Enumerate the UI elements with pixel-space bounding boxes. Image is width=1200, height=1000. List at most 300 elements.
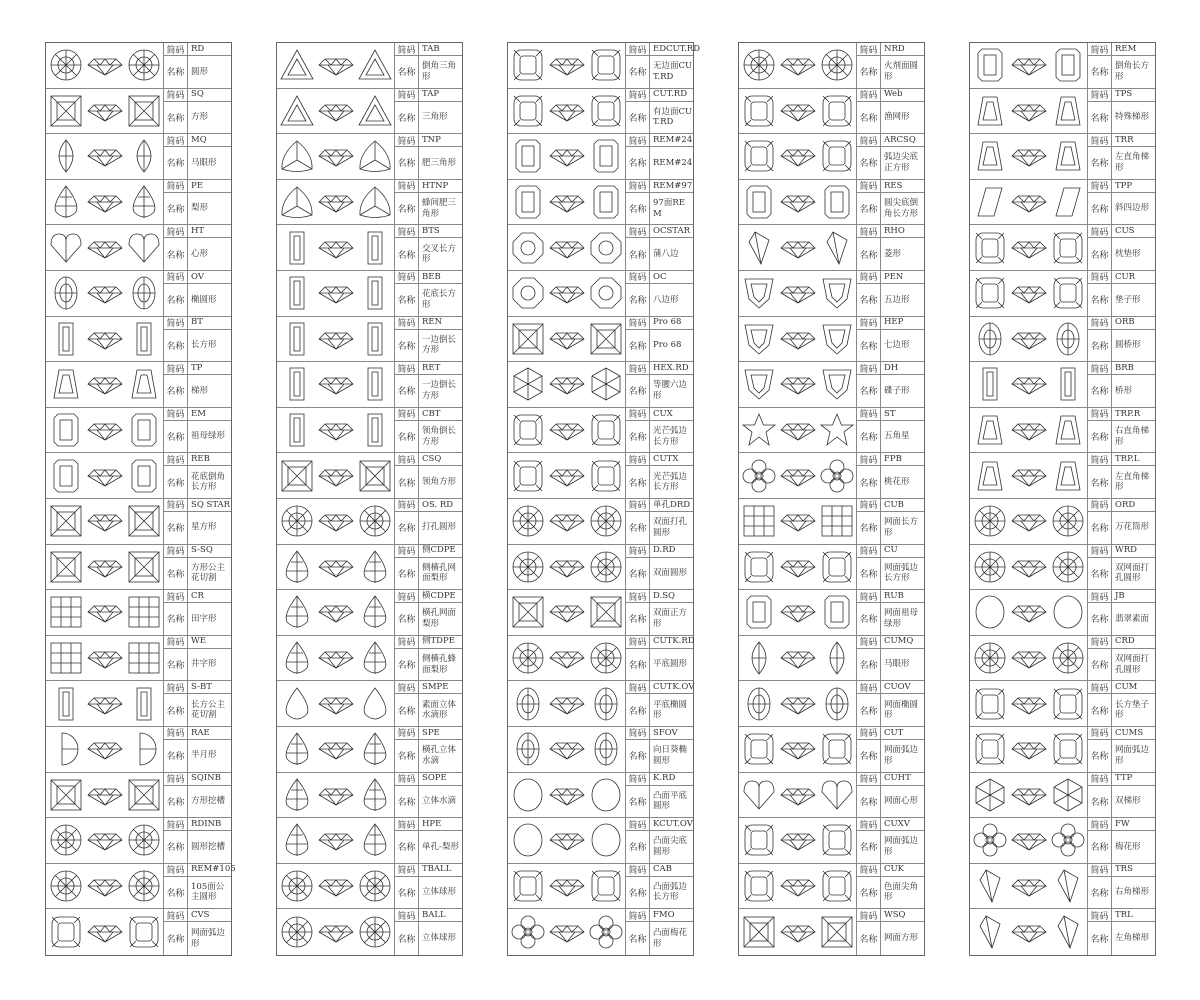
name-value: 左直角梯形 [1115,471,1150,493]
oval-shape-icon [970,317,1088,362]
code-row [626,818,693,831]
round-shape-icon [739,43,857,88]
square-shape-icon [739,909,857,955]
code-value: Web [884,89,903,100]
trapezoid-shape-icon [970,89,1088,134]
name-row [395,193,462,225]
code-row [164,681,231,694]
shape-entry [970,225,1155,271]
code-label: 简码 [626,408,650,420]
name-value: 凸面平底圆形 [653,790,688,812]
name-value: 桥形 [1115,385,1133,396]
code-row [857,362,924,375]
shape-entry [46,453,231,499]
shape-info [857,362,924,407]
name-value: 梅花形 [1115,841,1141,852]
name-label: 名称 [1088,193,1112,225]
shape-entry [970,681,1155,727]
name-value: 肥三角形 [422,157,457,168]
code-row [395,408,462,421]
name-label: 名称 [164,193,188,225]
name-row [164,512,231,544]
name-value: 立体球形 [422,887,457,898]
code-value: FPB [884,454,902,465]
name-value: 长方公主花切割 [191,699,226,721]
shape-entry [970,636,1155,682]
square-star-shape-icon [46,545,164,590]
code-row [626,681,693,694]
name-row [395,694,462,726]
name-row [1088,649,1155,681]
shape-info [164,499,231,544]
shape-info [857,134,924,179]
code-row [626,180,693,193]
shape-info [164,43,231,88]
code-value: RET [422,362,441,373]
shape-column-1 [45,42,236,956]
shape-entry [46,225,231,271]
name-label: 名称 [857,877,881,909]
code-label: 简码 [1088,43,1112,55]
shape-info [395,909,462,955]
name-value: 圆桥形 [1115,340,1141,351]
shape-entry [739,590,924,636]
baguette-shape-icon [277,408,395,453]
code-value: 侧CDPE [422,545,456,556]
name-row [626,147,693,179]
name-row [395,603,462,635]
shape-entry [739,909,924,955]
code-row [395,453,462,466]
shape-entry [739,773,924,819]
name-label: 名称 [1088,558,1112,590]
code-label: 简码 [1088,180,1112,192]
name-row [626,649,693,681]
square-star-shape-icon [46,499,164,544]
shape-info [164,773,231,818]
shape-info [395,362,462,407]
shape-entry [46,545,231,591]
name-row [626,877,693,909]
shape-info [395,590,462,635]
half-moon-shape-icon [46,727,164,772]
name-label: 名称 [626,694,650,726]
name-row [626,831,693,863]
code-label: 简码 [1088,362,1112,374]
name-row [1088,831,1155,863]
code-label: 简码 [626,180,650,192]
code-label: 简码 [395,453,419,465]
emerald-shape-icon [739,180,857,225]
name-value: 立体球形 [422,933,457,944]
shape-info [626,180,693,225]
code-row [1088,362,1155,375]
code-row [164,636,231,649]
octagon-shape-icon [508,271,626,316]
code-value: CUX [653,408,673,419]
code-row [164,818,231,831]
pear-shape-icon [277,636,395,681]
name-value: 田字形 [191,613,217,624]
code-row [164,590,231,603]
code-value: WSQ [884,910,906,921]
shape-entry [739,89,924,135]
code-row [857,89,924,102]
name-label: 名称 [164,466,188,498]
shape-info [164,909,231,955]
shape-info [395,864,462,909]
name-value: 侧横孔蜂面梨形 [422,654,457,675]
name-label: 名称 [1088,238,1112,270]
code-row [164,864,236,877]
code-label: 简码 [1088,681,1112,693]
code-label: 简码 [395,271,419,283]
shape-entry [739,317,924,363]
code-row [1088,453,1155,466]
name-label: 名称 [857,694,881,726]
shape-entry [508,773,693,819]
name-row [857,466,924,498]
name-row [395,102,462,134]
code-label: 简码 [626,818,650,830]
parallelogram-shape-icon [970,180,1088,225]
marquise-shape-icon [739,636,857,681]
code-value: KCUT.OV [653,818,693,829]
name-row [164,922,231,955]
name-value: 侧横孔网面梨形 [422,562,457,584]
shape-info [857,89,924,134]
shape-entry [508,499,693,545]
code-label: 简码 [1088,408,1112,420]
name-value: 梨形 [191,203,209,214]
code-row [1088,545,1155,558]
shape-entry [739,408,924,454]
shape-info [164,89,231,134]
code-row [395,545,462,558]
shape-entry [508,362,693,408]
name-label: 名称 [626,330,650,362]
name-row [164,649,231,681]
code-value: MQ [191,134,207,145]
code-row [395,225,462,238]
name-label: 名称 [626,649,650,681]
code-label: 简码 [164,727,188,739]
name-row [626,375,693,407]
name-value: 祖母绿形 [191,431,226,442]
shape-info [164,271,231,316]
trapezoid-shape-icon [970,408,1088,453]
name-value: 五角星 [884,431,910,442]
name-label: 名称 [857,102,881,134]
code-value: TBALL [422,864,452,875]
code-value: SPE [422,727,440,738]
trapezoid-shape-icon [970,134,1088,179]
code-value: CR [191,590,204,601]
name-value: 星方形 [191,522,217,533]
name-label: 名称 [164,831,188,863]
kite-shape-icon [970,909,1088,955]
code-row [857,180,924,193]
shape-entry [46,681,231,727]
name-row [626,558,693,590]
name-row [395,740,462,772]
name-value: 渔网形 [884,112,910,123]
shape-info [626,545,693,590]
code-label: 简码 [164,818,188,830]
shape-info [626,453,693,498]
shape-info [857,636,924,681]
shape-entry [277,43,462,89]
code-row [395,89,462,102]
shape-info [164,545,231,590]
shape-info [164,180,231,225]
shape-info [857,909,924,955]
code-value: TRL [1115,910,1133,921]
name-row [395,558,462,590]
code-value: CSQ [422,454,442,465]
oval-shape-icon [739,681,857,726]
shape-entry [739,43,924,89]
code-value: CUHT [884,773,911,784]
name-row [1088,284,1155,316]
name-value: 素面立体水滴形 [422,699,457,721]
shape-info [164,681,231,726]
name-label: 名称 [857,558,881,590]
shape-info [1088,43,1155,88]
shape-info [626,134,693,179]
code-label: 简码 [857,362,881,374]
code-value: TPP [1115,180,1133,191]
code-value: NRD [884,43,905,54]
code-row [626,499,693,512]
name-label: 名称 [1088,284,1112,316]
name-label: 名称 [395,512,419,544]
code-value: CUT [884,727,904,738]
name-value: 领角方形 [422,476,457,487]
name-label: 名称 [626,558,650,590]
code-label: 简码 [1088,590,1112,602]
code-value: BALL [422,910,446,921]
name-label: 名称 [395,102,419,134]
shape-info [395,134,462,179]
name-label: 名称 [857,740,881,772]
name-value: 七边形 [884,340,910,351]
name-row [857,375,924,407]
code-label: 简码 [626,89,650,101]
name-value: 心形 [191,248,209,259]
name-value: 花底长方形 [422,289,457,310]
shield-shape-icon [739,362,857,407]
shape-info [626,362,693,407]
name-value: 斜四边形 [1115,203,1150,214]
name-value: 双面圆形 [653,568,688,579]
code-value: REN [422,317,443,328]
name-value: 半月形 [191,750,217,761]
name-label: 名称 [1088,603,1112,635]
code-value: WE [191,636,206,647]
code-label: 简码 [1088,499,1112,511]
shape-entry [46,43,231,89]
name-row [395,284,462,316]
shape-info [164,636,231,681]
code-label: 简码 [626,134,650,146]
name-row [1088,603,1155,635]
code-value: HT [191,226,205,237]
shape-info [857,818,924,863]
code-value: CUXV [884,818,910,829]
name-row [857,56,924,88]
code-label: 简码 [395,681,419,693]
cushion-shape-icon [508,453,626,498]
shape-entry [277,134,462,180]
code-value: D.RD [653,545,676,556]
code-row [857,408,924,421]
shape-entry [970,43,1155,89]
shape-info [395,271,462,316]
name-row [395,330,462,362]
code-row [626,909,693,922]
name-value: 井字形 [191,659,217,670]
name-value: 网面长方形 [884,517,919,538]
shape-entry [46,773,231,819]
baguette-shape-icon [277,362,395,407]
name-row [395,147,462,179]
name-value: 网面弧边形 [1115,745,1150,766]
code-label: 简码 [1088,225,1112,237]
shape-entry [508,453,693,499]
code-label: 简码 [164,180,188,192]
code-row [395,909,462,922]
code-row [164,545,231,558]
code-row [395,317,462,330]
name-label: 名称 [857,421,881,453]
name-label: 名称 [1088,786,1112,818]
name-value: 方形挖槽 [191,796,226,807]
name-row [626,421,693,453]
cushion-shape-icon [739,134,857,179]
code-label: 简码 [857,773,881,785]
code-row [1088,636,1155,649]
code-label: 简码 [857,864,881,876]
code-row [164,89,231,102]
cushion-shape-icon [970,681,1088,726]
name-label: 名称 [164,421,188,453]
shape-info [857,499,924,544]
name-label: 名称 [395,147,419,179]
shape-info [1088,408,1155,453]
shape-entry [277,773,462,819]
shape-entry [46,317,231,363]
cushion-shape-icon [739,89,857,134]
name-value: 双面正方形 [653,608,688,629]
code-label: 简码 [164,864,188,876]
code-label: 简码 [1088,727,1112,739]
code-row [626,89,693,102]
cushion-shape-icon [739,864,857,909]
code-value: BTS [422,226,440,237]
code-value: CUM [1115,682,1138,693]
name-label: 名称 [626,786,650,818]
code-row [1088,317,1155,330]
shape-column-2 [276,42,463,956]
shape-entry [277,909,462,955]
name-label: 名称 [1088,466,1112,498]
name-value: 网面祖母绿形 [884,608,919,629]
code-value: D.SQ [653,590,676,601]
baguette-shape-icon [46,681,164,726]
code-row [857,727,924,740]
code-value: DH [884,362,899,373]
name-value: 枕垫形 [1115,248,1141,259]
name-value: 翡翠素面 [1115,613,1150,624]
shape-entry [970,909,1155,955]
code-label: 简码 [857,271,881,283]
code-value: REB [191,454,210,465]
code-label: 简码 [1088,545,1112,557]
name-label: 名称 [164,238,188,270]
shape-info [395,636,462,681]
name-value: 交叉长方形 [422,243,457,265]
name-label: 名称 [626,740,650,772]
shape-entry [277,408,462,454]
name-value: 长方形 [191,340,217,351]
code-value: ORB [1115,317,1135,328]
name-label: 名称 [626,466,650,498]
name-value: 色面尖角形 [884,881,919,903]
shape-entry [277,362,462,408]
code-value: CUOV [884,682,911,693]
code-value: OV [191,271,204,282]
code-row [395,864,462,877]
code-label: 简码 [164,590,188,602]
round-shape-icon [508,499,626,544]
name-label: 名称 [857,193,881,225]
code-row [626,271,693,284]
name-label: 名称 [1088,56,1112,88]
shape-entry [277,453,462,499]
shape-entry [739,134,924,180]
code-label: 简码 [395,180,419,192]
code-value: CRD [1115,636,1135,647]
name-value: 光芒弧边长方形 [653,426,688,447]
cabochon-shape-icon [970,590,1088,635]
baguette-shape-icon [970,362,1088,407]
name-label: 名称 [395,238,419,270]
code-label: 简码 [395,408,419,420]
code-label: 简码 [857,317,881,329]
name-value: 圆形 [191,66,209,77]
shape-info [1088,590,1155,635]
name-value: 网面弧边形 [191,928,226,949]
name-label: 名称 [395,922,419,955]
code-value: REM#24 [653,134,693,145]
name-label: 名称 [395,558,419,590]
shape-column-3 [507,42,701,956]
name-value: 立体水滴 [422,796,457,807]
name-row [857,558,924,590]
name-row [395,877,462,909]
name-label: 名称 [626,831,650,863]
code-label: 简码 [164,362,188,374]
shape-column-4 [738,42,925,956]
name-value: 弧边尖底正方形 [884,152,919,173]
round-shape-icon [508,636,626,681]
code-label: 简码 [395,317,419,329]
name-label: 名称 [395,375,419,407]
shape-info [1088,727,1155,772]
kite-shape-icon [739,225,857,270]
cabochon-shape-icon [508,773,626,818]
